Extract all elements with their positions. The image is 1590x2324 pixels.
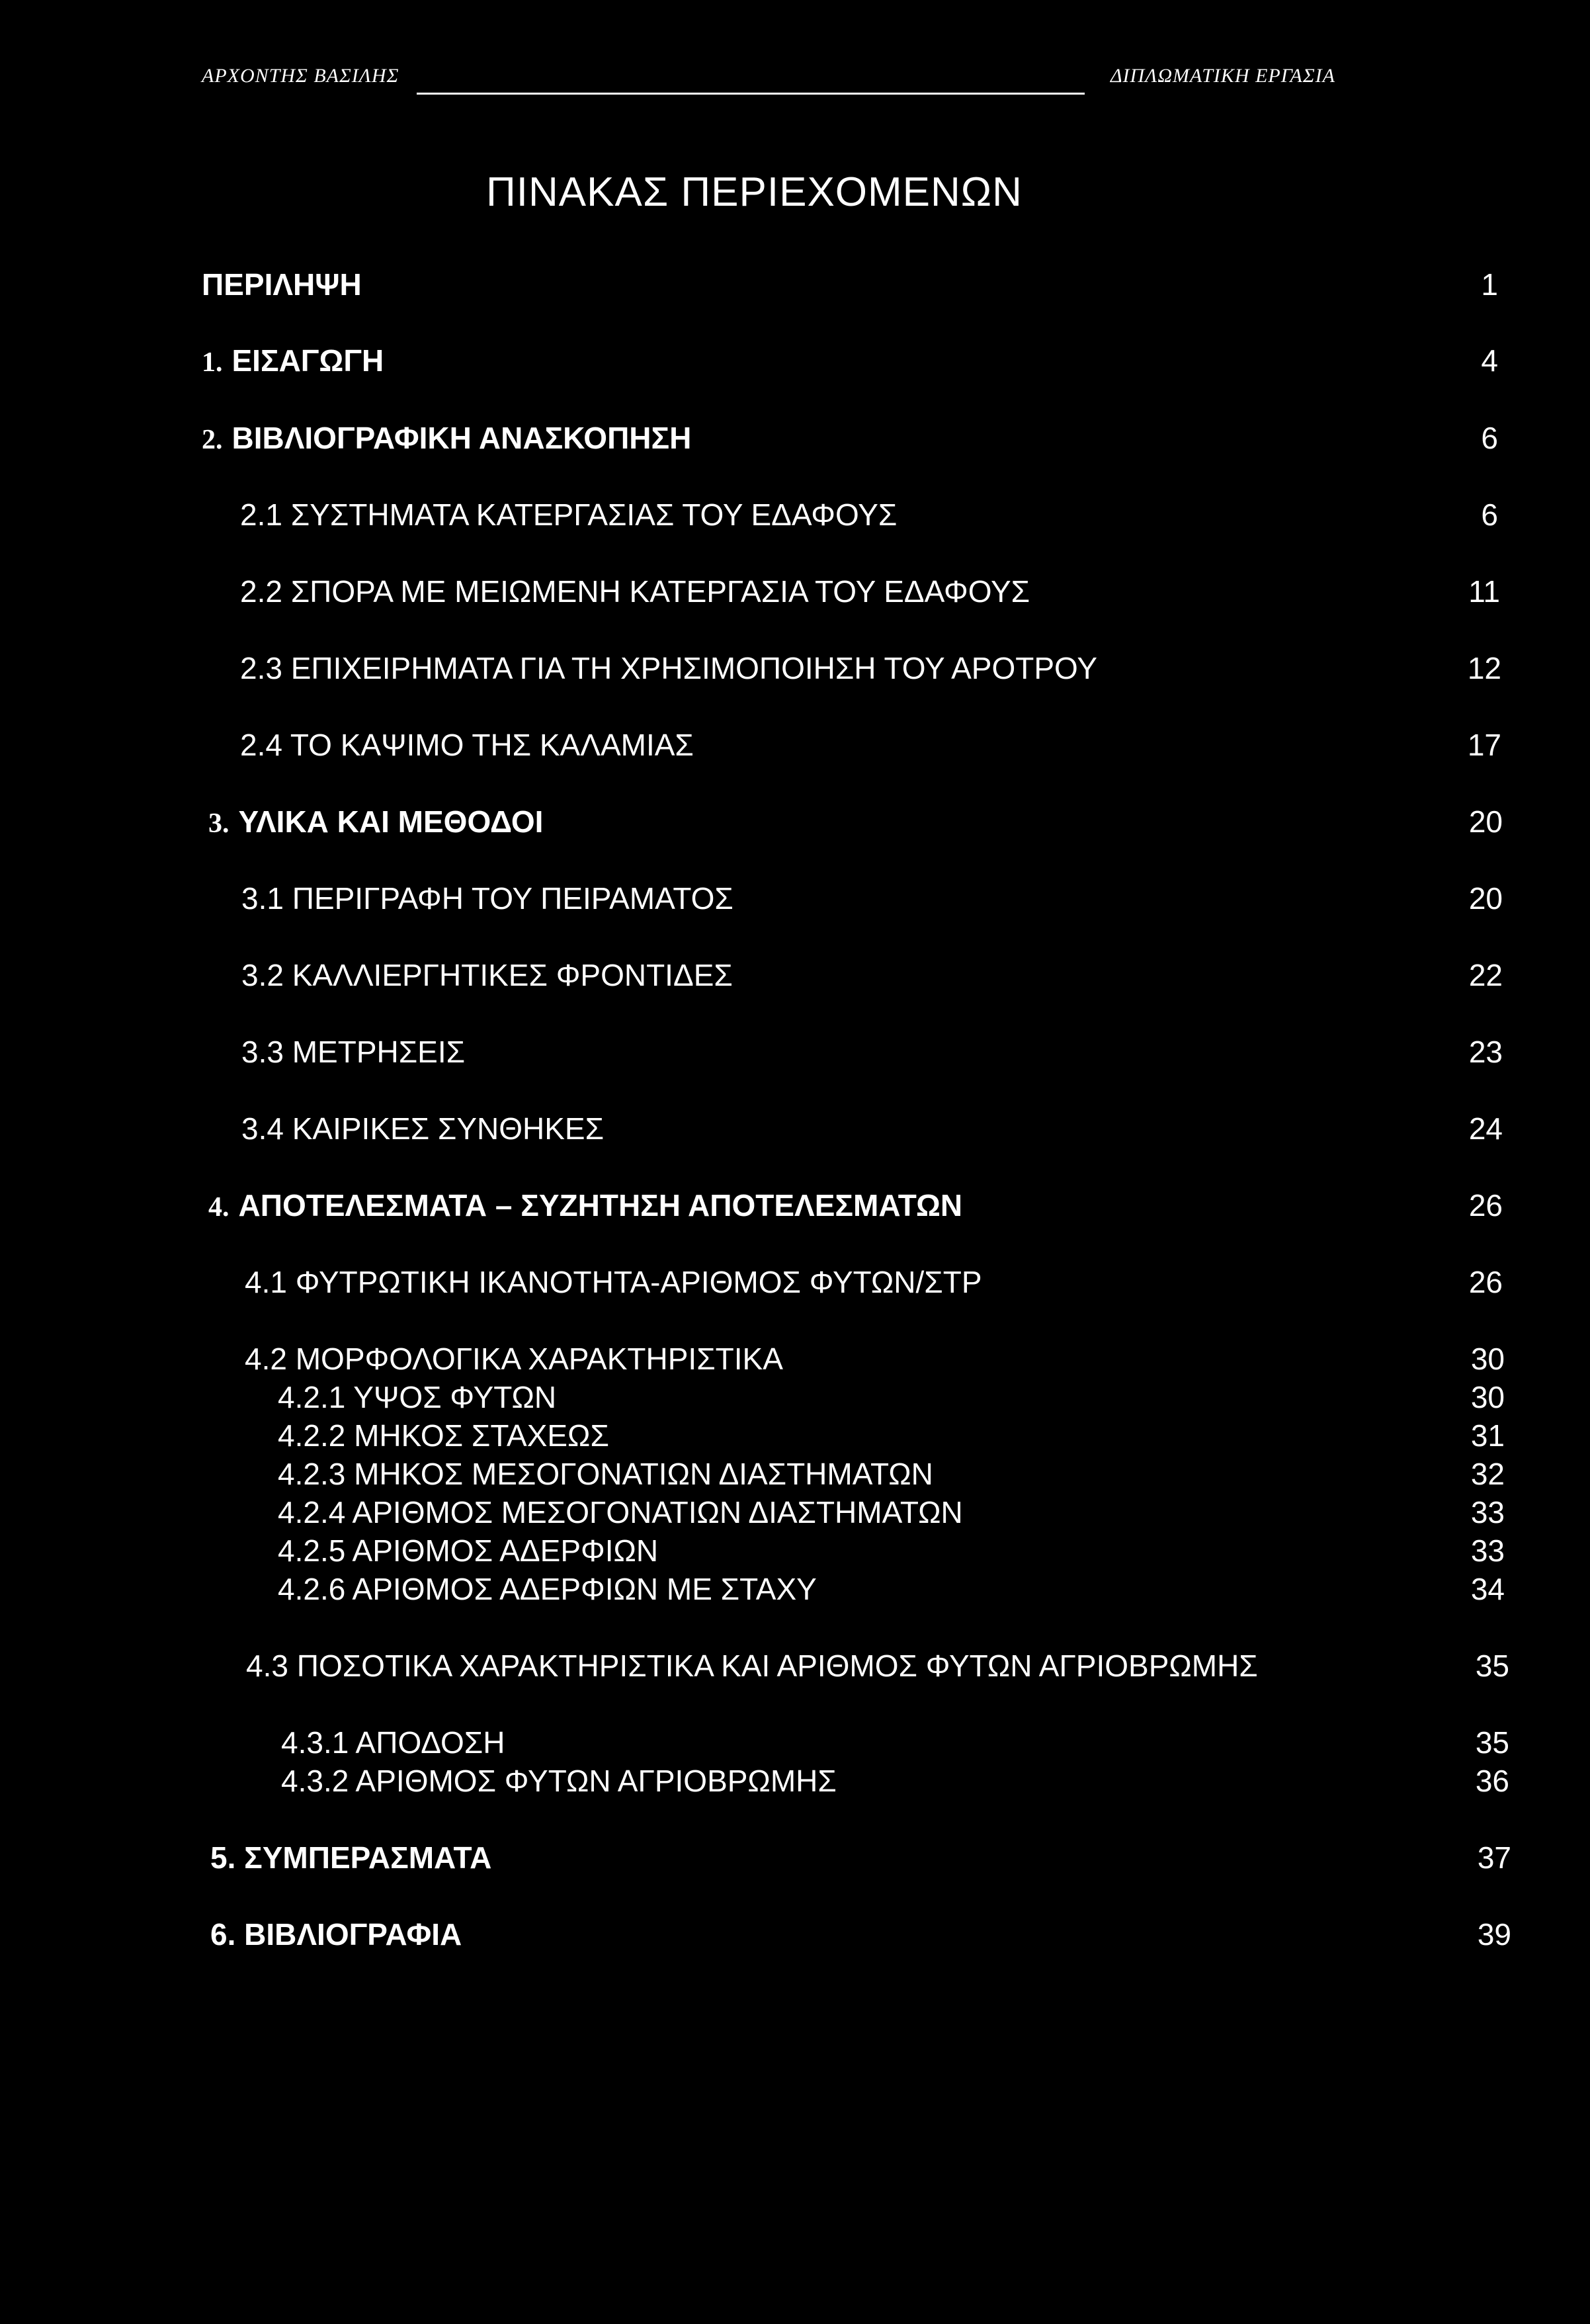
toc-entry-4-2-5[interactable] xyxy=(278,1531,658,1571)
toc-entry-label: 4.3 ΠΟΣΟΤΙΚΑ ΧΑΡΑΚΤΗΡΙΣΤΙΚΑ ΚΑΙ ΑΡΙΘΜΟΣ ΦΥΤΩΝ ΑΓΡΙΟΒΡΩΜΗΣ xyxy=(246,1649,1258,1683)
toc-entry-label: ΠΕΡΙΛΗΨΗ xyxy=(202,267,362,302)
toc-entry-label: 2.3 ΕΠΙΧΕΙΡΗΜΑΤΑ ΓΙΑ ΤΗ ΧΡΗΣΙΜΟΠΟΙΗΣΗ ΤΟΥ ΑΡΟΤΡΟΥ xyxy=(240,651,1098,685)
toc-entry-3-3[interactable] xyxy=(241,1032,465,1072)
toc-entry-4-2-3[interactable] xyxy=(278,1454,933,1494)
toc-page-number: 11 xyxy=(1468,574,1500,609)
toc-entry-label: ΥΛΙΚΑ ΚΑΙ ΜΕΘΟΔΟΙ xyxy=(238,804,544,839)
toc-entry-4-3[interactable] xyxy=(246,1646,1258,1686)
toc-entry-summary[interactable] xyxy=(202,265,362,304)
toc-chapter-number: 3. xyxy=(208,808,230,839)
toc-chapter-number: 1. xyxy=(202,347,223,378)
toc-page-number: 30 xyxy=(1470,1342,1505,1376)
toc-page-number: 35 xyxy=(1475,1649,1509,1683)
toc-entry-2-2[interactable] xyxy=(240,572,1030,611)
toc-entry-label: ΑΠΟΤΕΛΕΣΜΑΤΑ – ΣΥΖΗΤΗΣΗ ΑΠΟΤΕΛΕΣΜΑΤΩΝ xyxy=(238,1188,963,1223)
toc-entry-label: 2.1 ΣΥΣΤΗΜΑΤΑ ΚΑΤΕΡΓΑΣΙΑΣ ΤΟΥ ΕΔΑΦΟΥΣ xyxy=(240,497,898,532)
toc-entry-label: 4.2.2 ΜΗΚΟΣ ΣΤΑΧΕΩΣ xyxy=(278,1418,609,1453)
header-doc-type: ΔΙΠΛΩΜΑΤΙΚΗ ΕΡΓΑΣΙΑ xyxy=(1110,65,1335,87)
toc-chapter-number: 4. xyxy=(208,1192,230,1223)
toc-entry-results-discussion[interactable] xyxy=(208,1185,962,1225)
toc-entry-3-2[interactable] xyxy=(241,955,733,995)
toc-page-number: 20 xyxy=(1468,881,1503,916)
toc-entry-2-1[interactable] xyxy=(240,495,897,535)
toc-page-number: 6 xyxy=(1481,497,1498,532)
toc-entry-3-1[interactable] xyxy=(241,879,733,918)
toc-page-number: 30 xyxy=(1470,1380,1505,1414)
toc-entry-4-3-2[interactable] xyxy=(281,1761,837,1801)
toc-page-number: 33 xyxy=(1470,1495,1505,1529)
toc-page-number: 23 xyxy=(1468,1035,1503,1069)
toc-entry-label: 5. ΣΥΜΠΕΡΑΣΜΑΤΑ xyxy=(210,1840,492,1875)
toc-entry-materials-methods[interactable] xyxy=(208,802,543,841)
toc-entry-label: 2.4 ΤΟ ΚΑΨΙΜΟ ΤΗΣ ΚΑΛΑΜΙΑΣ xyxy=(240,728,694,762)
toc-page-number: 17 xyxy=(1467,728,1501,762)
page-title: ΠΙΝΑΚΑΣ ΠΕΡΙΕΧΟΜΕΝΩΝ xyxy=(486,169,1023,215)
toc-entry-label: ΕΙΣΑΓΩΓΗ xyxy=(231,343,384,378)
toc-entry-label: 3.3 ΜΕΤΡΗΣΕΙΣ xyxy=(241,1035,466,1069)
toc-entry-4-3-1[interactable] xyxy=(281,1723,505,1762)
toc-page-number: 31 xyxy=(1470,1418,1505,1453)
toc-entry-label: 3.4 ΚΑΙΡΙΚΕΣ ΣΥΝΘΗΚΕΣ xyxy=(241,1111,605,1146)
toc-entry-label: 4.2 ΜΟΡΦΟΛΟΓΙΚΑ ΧΑΡΑΚΤΗΡΙΣΤΙΚΑ xyxy=(245,1342,783,1376)
toc-entry-label: ΒΙΒΛΙΟΓΡΑΦΙΚΗ ΑΝΑΣΚΟΠΗΣΗ xyxy=(231,421,692,455)
toc-page-number: 12 xyxy=(1467,651,1501,685)
toc-page-number: 32 xyxy=(1470,1457,1505,1491)
toc-page-number: 37 xyxy=(1477,1840,1511,1875)
toc-entry-literature-review[interactable] xyxy=(202,418,691,458)
toc-page-number: 26 xyxy=(1468,1188,1503,1223)
toc-page-number: 39 xyxy=(1477,1917,1511,1952)
toc-entry-label: 3.2 ΚΑΛΛΙΕΡΓΗΤΙΚΕΣ ΦΡΟΝΤΙΔΕΣ xyxy=(241,958,733,992)
toc-entry-2-3[interactable] xyxy=(240,648,1097,688)
toc-entry-label: 6. ΒΙΒΛΙΟΓΡΑΦΙΑ xyxy=(210,1917,462,1952)
toc-entry-label: 4.2.1 ΥΨΟΣ ΦΥΤΩΝ xyxy=(278,1380,557,1414)
toc-page-number: 20 xyxy=(1468,804,1503,839)
toc-entry-label: 4.3.1 ΑΠΟΔΟΣΗ xyxy=(281,1725,505,1760)
toc-page-number: 33 xyxy=(1470,1533,1505,1568)
toc-entry-3-4[interactable] xyxy=(241,1109,604,1148)
toc-entry-2-4[interactable] xyxy=(240,725,694,765)
toc-page-number: 36 xyxy=(1475,1764,1509,1798)
toc-page-number: 35 xyxy=(1475,1725,1509,1760)
toc-entry-label: 2.2 ΣΠΟΡΑ ΜΕ ΜΕΙΩΜΕΝΗ ΚΑΤΕΡΓΑΣΙΑ ΤΟΥ ΕΔΑΦΟΥΣ xyxy=(240,574,1030,609)
toc-entry-4-2-2[interactable] xyxy=(278,1416,609,1455)
toc-page-number: 1 xyxy=(1481,267,1498,302)
toc-page-number: 24 xyxy=(1468,1111,1503,1146)
toc-page-number: 34 xyxy=(1470,1572,1505,1606)
toc-entry-label: 4.2.4 ΑΡΙΘΜΟΣ ΜΕΣΟΓΟΝΑΤΙΩΝ ΔΙΑΣΤΗΜΑΤΩΝ xyxy=(278,1495,963,1529)
toc-entry-4-1[interactable] xyxy=(245,1262,982,1302)
toc-entry-label: 3.1 ΠΕΡΙΓΡΑΦΗ ΤΟΥ ΠΕΙΡΑΜΑΤΟΣ xyxy=(241,881,733,916)
toc-entry-label: 4.3.2 ΑΡΙΘΜΟΣ ΦΥΤΩΝ ΑΓΡΙΟΒΡΩΜΗΣ xyxy=(281,1764,837,1798)
header-author: ΑΡΧΟΝΤΗΣ ΒΑΣΙΛΗΣ xyxy=(202,65,399,87)
toc-entry-conclusions[interactable] xyxy=(210,1838,491,1877)
toc-page-number: 6 xyxy=(1481,421,1498,455)
toc-entry-label: 4.1 ΦΥΤΡΩΤΙΚΗ ΙΚΑΝΟΤΗΤΑ-ΑΡΙΘΜΟΣ ΦΥΤΩΝ/ΣΤΡ xyxy=(245,1265,982,1299)
toc-entry-label: 4.2.3 ΜΗΚΟΣ ΜΕΣΟΓΟΝΑΤΙΩΝ ΔΙΑΣΤΗΜΑΤΩΝ xyxy=(278,1457,933,1491)
toc-page-number: 4 xyxy=(1481,343,1498,378)
toc-entry-label: 4.2.5 ΑΡΙΘΜΟΣ ΑΔΕΡΦΙΩΝ xyxy=(278,1533,659,1568)
toc-entry-4-2-6[interactable] xyxy=(278,1569,817,1609)
toc-page-number: 22 xyxy=(1468,958,1503,992)
toc-entry-4-2[interactable] xyxy=(245,1339,783,1379)
toc-entry-4-2-4[interactable] xyxy=(278,1492,963,1532)
toc-page-number: 26 xyxy=(1468,1265,1503,1299)
toc-chapter-number: 2. xyxy=(202,425,223,455)
toc-entry-introduction[interactable] xyxy=(202,341,384,380)
toc-entry-label: 4.2.6 ΑΡΙΘΜΟΣ ΑΔΕΡΦΙΩΝ ΜΕ ΣΤΑΧΥ xyxy=(278,1572,817,1606)
header-rule xyxy=(417,93,1085,95)
toc-entry-4-2-1[interactable] xyxy=(278,1377,556,1417)
toc-entry-bibliography[interactable] xyxy=(210,1915,462,1954)
